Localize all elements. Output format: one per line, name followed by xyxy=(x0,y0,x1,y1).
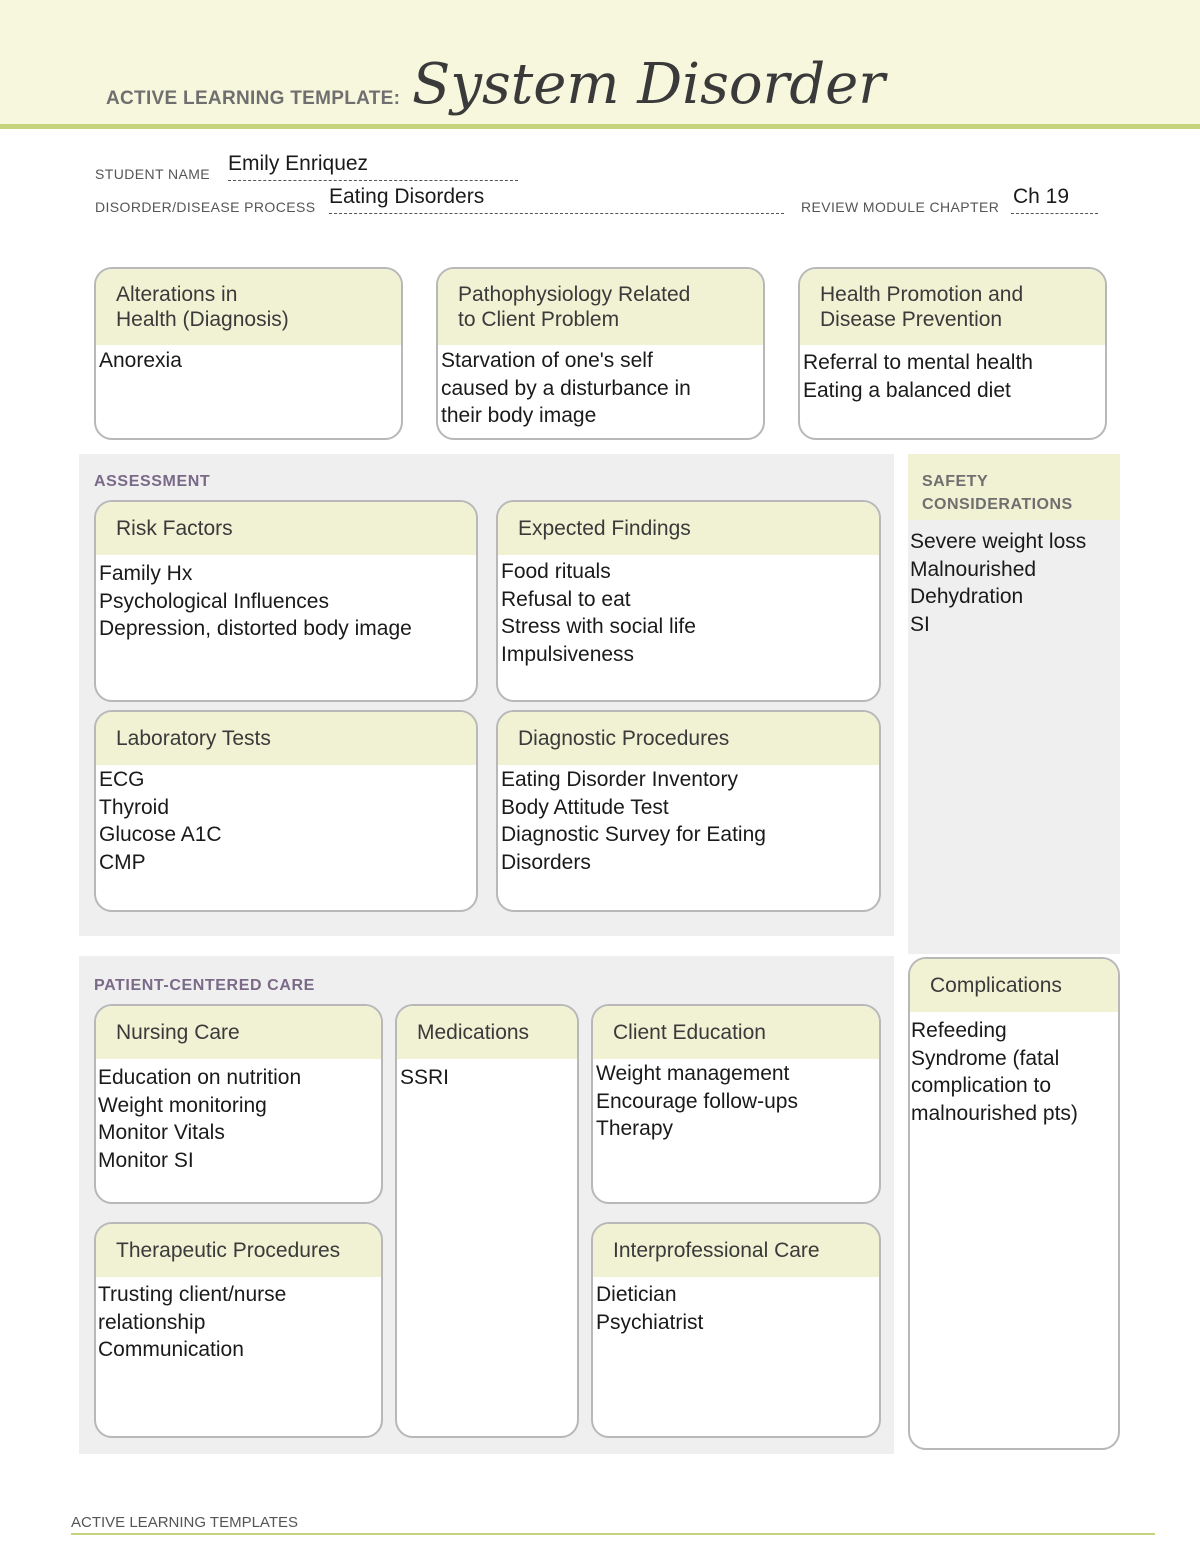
alterations-body[interactable] xyxy=(96,345,401,375)
pathophysiology-card xyxy=(436,267,765,440)
expected-findings-line: Stress with social life xyxy=(501,615,696,638)
interprofessional-care-title: Interprofessional Care xyxy=(613,1239,820,1262)
safety-line: Malnourished xyxy=(910,557,1037,581)
expected-findings-title: Expected Findings xyxy=(518,517,691,540)
medications-card xyxy=(395,1004,579,1438)
laboratory-tests-title: Laboratory Tests xyxy=(116,727,271,750)
laboratory-tests-line: Glucose A1C xyxy=(99,823,222,846)
risk-factors-line: Family Hx xyxy=(99,562,193,585)
alterations-card xyxy=(94,267,403,440)
chapter-label: REVIEW MODULE CHAPTER xyxy=(801,199,1000,215)
safety-line: Severe weight loss xyxy=(910,530,1087,553)
client-education-line: Therapy xyxy=(596,1117,674,1140)
diagnostic-procedures-line: Eating Disorder Inventory xyxy=(501,768,738,791)
medications-line: SSRI xyxy=(400,1066,450,1089)
complications-line: complication to xyxy=(911,1074,1052,1097)
complications-title: Complications xyxy=(930,974,1062,997)
pathophysiology-line: Starvation of one's self xyxy=(441,349,653,372)
expected-findings-card-header xyxy=(498,502,879,555)
alterations-card-header xyxy=(96,269,401,345)
laboratory-tests-line: ECG xyxy=(99,768,145,791)
therapeutic-procedures-line: relationship xyxy=(98,1310,206,1334)
laboratory-tests-card-header xyxy=(96,712,476,765)
diagnostic-procedures-card-header xyxy=(498,712,879,765)
complications-line: malnourished pts) xyxy=(911,1101,1078,1125)
expected-findings-line: Refusal to eat xyxy=(501,587,631,611)
health-promotion-line: Eating a balanced diet xyxy=(803,378,1011,402)
risk-factors-line: Psychological Influences xyxy=(99,589,329,613)
risk-factors-card-header xyxy=(96,502,476,555)
risk-factors-title: Risk Factors xyxy=(116,517,233,540)
therapeutic-procedures-body[interactable] xyxy=(96,1277,381,1364)
health-promotion-line: Referral to mental health xyxy=(803,351,1033,374)
safety-heading xyxy=(908,454,1120,520)
risk-factors-body[interactable] xyxy=(96,555,476,643)
diagnostic-procedures-line: Body Attitude Test xyxy=(501,795,669,819)
therapeutic-procedures-title: Therapeutic Procedures xyxy=(116,1239,341,1262)
risk-factors-line: Depression, distorted body image xyxy=(99,617,412,640)
chapter-underline xyxy=(1011,213,1098,214)
client-education-card-header xyxy=(593,1006,879,1059)
health-promotion-title-line1: Health Promotion and xyxy=(820,283,1024,306)
student-name-label: STUDENT NAME xyxy=(95,166,210,182)
laboratory-tests-body[interactable] xyxy=(96,765,476,876)
patient-centered-care-heading: PATIENT-CENTERED CARE xyxy=(94,977,315,994)
safety-heading-line1: SAFETY xyxy=(922,473,989,490)
nursing-care-body[interactable] xyxy=(96,1059,381,1174)
health-promotion-card xyxy=(798,267,1107,440)
chapter-value[interactable]: Ch 19 xyxy=(1013,185,1070,208)
medications-title: Medications xyxy=(417,1021,530,1044)
laboratory-tests-line: Thyroid xyxy=(99,795,170,819)
nursing-care-card xyxy=(94,1004,383,1204)
nursing-care-line: Monitor SI xyxy=(98,1148,194,1172)
health-promotion-card-header xyxy=(800,269,1105,345)
client-education-card xyxy=(591,1004,881,1204)
diagnostic-procedures-title: Diagnostic Procedures xyxy=(518,727,730,750)
nursing-care-line: Weight monitoring xyxy=(98,1093,267,1117)
client-education-line: Encourage follow-ups xyxy=(596,1089,798,1113)
laboratory-tests-card xyxy=(94,710,478,912)
diagnostic-procedures-card xyxy=(496,710,881,912)
pathophysiology-body[interactable] xyxy=(438,345,763,430)
interprofessional-care-card xyxy=(591,1222,881,1438)
alterations-title-line1: Alterations in xyxy=(116,283,238,306)
interprofessional-care-card-header xyxy=(593,1224,879,1277)
expected-findings-line: Impulsiveness xyxy=(501,642,635,666)
pathophysiology-line: their body image xyxy=(441,404,597,427)
nursing-care-line: Education on nutrition xyxy=(98,1066,302,1089)
complications-body[interactable] xyxy=(910,1012,1118,1127)
diagnostic-procedures-line: Diagnostic Survey for Eating xyxy=(501,823,766,846)
alterations-line: Anorexia xyxy=(99,349,182,372)
interprofessional-care-line: Dietician xyxy=(596,1283,677,1306)
client-education-line: Weight management xyxy=(596,1062,790,1085)
client-education-body[interactable] xyxy=(593,1059,879,1143)
safety-body[interactable] xyxy=(910,528,1086,638)
health-promotion-body[interactable] xyxy=(800,345,1105,404)
disorder-label: DISORDER/DISEASE PROCESS xyxy=(95,199,316,215)
therapeutic-procedures-line: Communication xyxy=(98,1338,244,1361)
laboratory-tests-line: CMP xyxy=(99,850,146,874)
medications-body[interactable] xyxy=(397,1059,577,1092)
interprofessional-care-line: Psychiatrist xyxy=(596,1310,704,1334)
complications-line: Syndrome (fatal xyxy=(911,1046,1060,1070)
medications-card-header xyxy=(397,1006,577,1059)
pathophysiology-title-line2: to Client Problem xyxy=(458,308,620,331)
therapeutic-procedures-card xyxy=(94,1222,383,1438)
nursing-care-title: Nursing Care xyxy=(116,1021,240,1044)
diagnostic-procedures-body[interactable] xyxy=(498,765,879,876)
header-divider xyxy=(0,124,1200,129)
template-title: System Disorder xyxy=(412,52,886,117)
disorder-underline xyxy=(329,213,784,214)
complications-card-header xyxy=(910,959,1118,1012)
nursing-care-card-header xyxy=(96,1006,381,1059)
pathophysiology-card-header xyxy=(438,269,763,345)
pathophysiology-line: caused by a disturbance in xyxy=(441,376,691,400)
complications-card xyxy=(908,957,1120,1450)
risk-factors-card xyxy=(94,500,478,702)
safety-line: Dehydration xyxy=(910,585,1024,608)
interprofessional-care-body[interactable] xyxy=(593,1277,879,1336)
diagnostic-procedures-line: Disorders xyxy=(501,850,591,874)
health-promotion-title-line2: Disease Prevention xyxy=(820,308,1003,331)
template-label: ACTIVE LEARNING TEMPLATE: xyxy=(106,88,401,109)
expected-findings-card xyxy=(496,500,881,702)
expected-findings-line: Food rituals xyxy=(501,560,611,583)
client-education-title: Client Education xyxy=(613,1021,766,1044)
footer-text: ACTIVE LEARNING TEMPLATES xyxy=(71,1514,298,1531)
therapeutic-procedures-card-header xyxy=(96,1224,381,1277)
expected-findings-body[interactable] xyxy=(498,555,879,668)
student-name-underline xyxy=(228,180,518,181)
assessment-heading: ASSESSMENT xyxy=(94,473,211,490)
alterations-title-line2: Health (Diagnosis) xyxy=(116,308,289,331)
disorder-value[interactable]: Eating Disorders xyxy=(329,185,485,208)
footer-divider xyxy=(71,1533,1155,1535)
nursing-care-line: Monitor Vitals xyxy=(98,1121,225,1144)
complications-line: Refeeding xyxy=(911,1019,1007,1042)
student-name-value[interactable]: Emily Enriquez xyxy=(228,152,369,175)
safety-line: SI xyxy=(910,612,930,636)
safety-heading-line2: CONSIDERATIONS xyxy=(922,496,1073,513)
therapeutic-procedures-line: Trusting client/nurse xyxy=(98,1283,287,1306)
pathophysiology-title-line1: Pathophysiology Related xyxy=(458,283,691,306)
